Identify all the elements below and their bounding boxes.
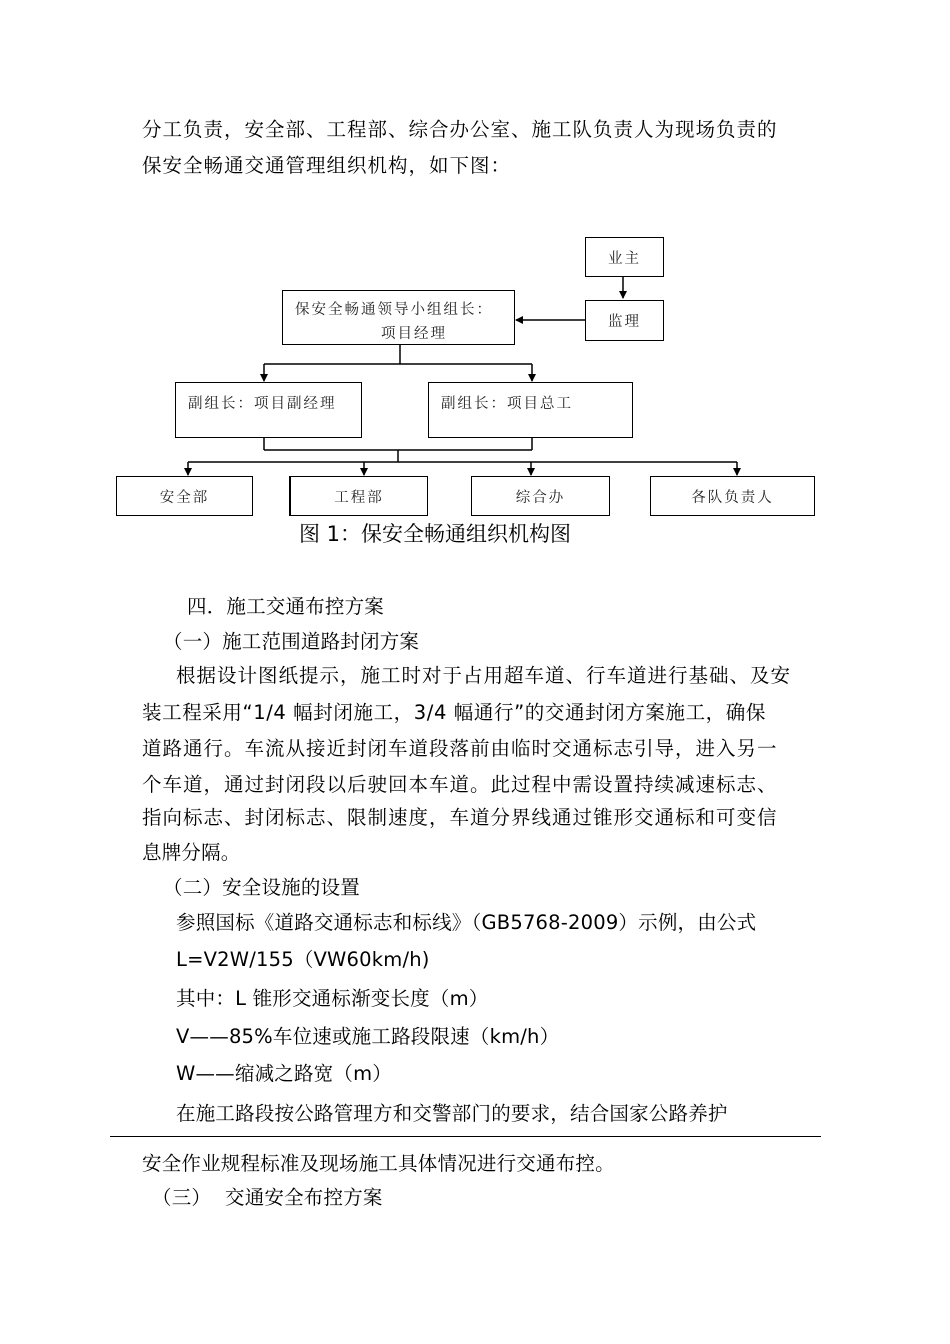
sub2-formula: L=V2W/155（VW60km/h) bbox=[176, 948, 430, 971]
box-deputy-chief-engineer-label: 副组长：项目总工 bbox=[441, 396, 573, 412]
box-leader-line2: 项目经理 bbox=[381, 326, 447, 342]
box-deputy-chief-engineer bbox=[428, 382, 633, 438]
intro-line-1: 分工负责，安全部、工程部、综合办公室、施工队负责人为现场负责的 bbox=[142, 118, 778, 141]
box-owner bbox=[585, 237, 664, 277]
box-dept-general-office bbox=[471, 476, 610, 516]
box-supervisor bbox=[585, 300, 664, 341]
box-dept-engineering bbox=[289, 476, 428, 516]
sub2-reference-line: 参照国标《道路交通标志和标线》（GB5768-2009）示例，由公式 bbox=[176, 911, 757, 934]
section4-sub3-label: （三） bbox=[152, 1186, 212, 1209]
section4-sub3-heading: 交通安全布控方案 bbox=[225, 1186, 383, 1209]
sub1-paragraph-line-4: 个车道，通过封闭段以后驶回本车道。此过程中需设置持续减速标志、 bbox=[142, 773, 778, 796]
box-dept-safety-label: 安全部 bbox=[159, 489, 210, 506]
box-dept-team-leaders bbox=[650, 476, 815, 516]
box-leader bbox=[282, 290, 515, 345]
box-dept-safety bbox=[116, 476, 253, 516]
sub2-continuation-2: 安全作业规程标准及现场施工具体情况进行交通布控。 bbox=[142, 1152, 615, 1175]
sub2-where-l: 其中：L 锥形交通标渐变长度（m） bbox=[176, 987, 489, 1010]
box-dept-team-leaders-label: 各队负责人 bbox=[691, 489, 774, 506]
figure-caption: 图 1：保安全畅通组织机构图 bbox=[299, 522, 572, 546]
box-supervisor-label: 监理 bbox=[608, 314, 641, 330]
sub1-paragraph-line-3: 道路通行。车流从接近封闭车道段落前由临时交通标志引导，进入另一 bbox=[142, 737, 778, 760]
sub2-where-v: V——85%车位速或施工路段限速（km/h） bbox=[176, 1025, 560, 1048]
box-deputy-manager bbox=[175, 382, 362, 438]
box-dept-general-office-label: 综合办 bbox=[515, 489, 566, 506]
sub2-where-w: W——缩减之路宽（m） bbox=[176, 1062, 392, 1085]
sub1-paragraph-line-6: 息牌分隔。 bbox=[142, 841, 241, 864]
section4-heading: 四．施工交通布控方案 bbox=[187, 595, 385, 618]
section4-sub2-heading: （二）安全设施的设置 bbox=[163, 876, 361, 899]
box-owner-label: 业主 bbox=[608, 250, 641, 267]
intro-line-2: 保安全畅通交通管理组织机构，如下图： bbox=[142, 154, 512, 177]
sub2-continuation-1: 在施工路段按公路管理方和交警部门的要求，结合国家公路养护 bbox=[176, 1102, 728, 1125]
box-leader-line1: 保安全畅通领导小组组长： bbox=[295, 302, 493, 318]
sub1-paragraph-line-5: 指向标志、封闭标志、限制速度，车道分界线通过锥形交通标和可变信 bbox=[142, 806, 778, 829]
box-deputy-manager-label: 副组长：项目副经理 bbox=[188, 396, 337, 412]
section4-sub1-heading: （一）施工范围道路封闭方案 bbox=[163, 630, 420, 653]
box-dept-engineering-label: 工程部 bbox=[334, 489, 384, 506]
sub1-paragraph-line-2: 装工程采用“1/4 幅封闭施工，3/4 幅通行”的交通封闭方案施工，确保 bbox=[142, 701, 766, 724]
sub1-paragraph-line-1: 根据设计图纸提示，施工时对于占用超车道、行车道进行基础、及安 bbox=[176, 664, 792, 687]
page-divider-rule bbox=[110, 1136, 821, 1137]
